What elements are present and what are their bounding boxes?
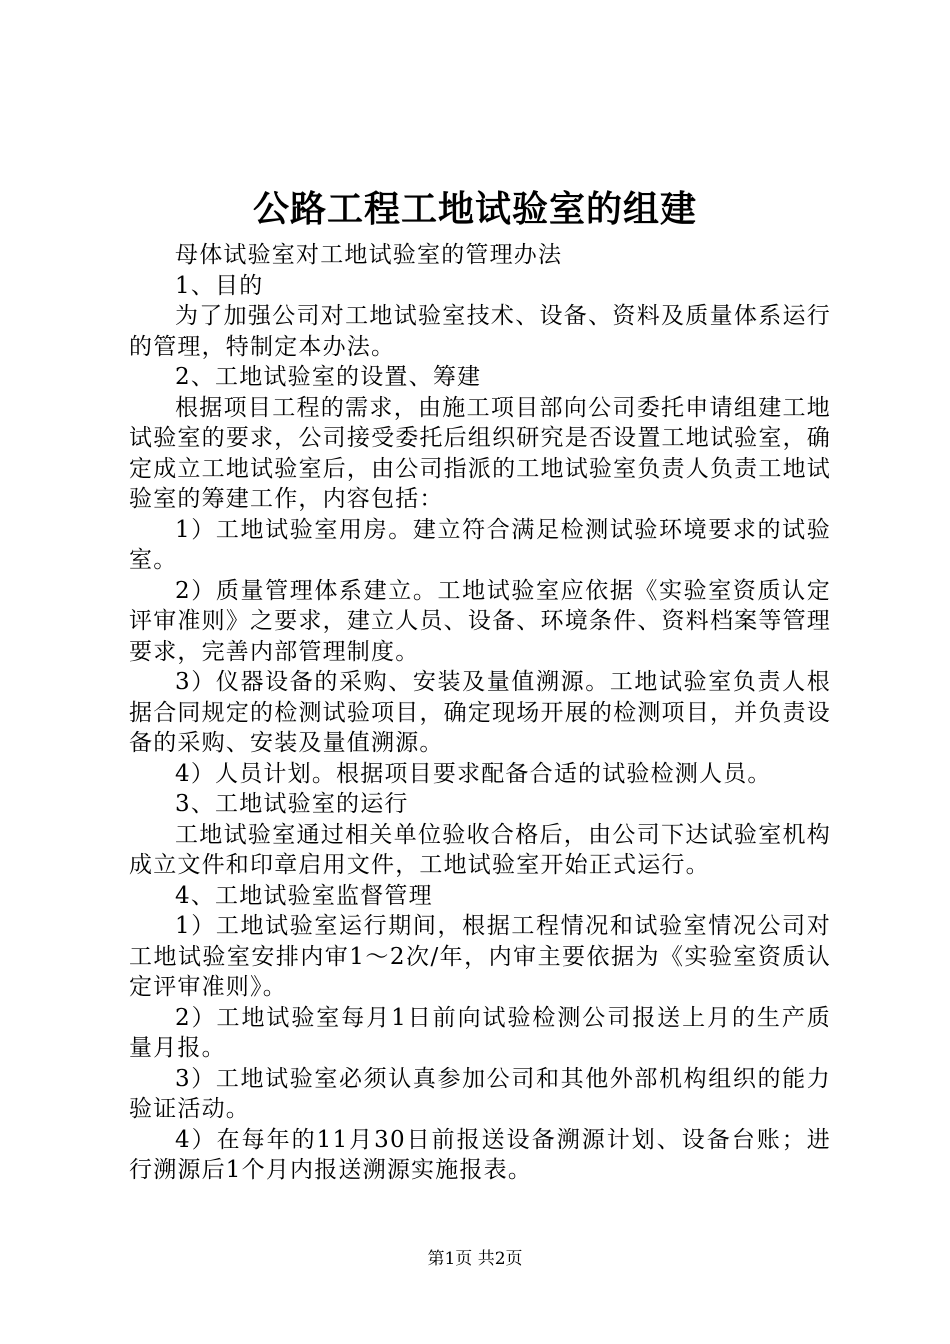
section-heading: 2、工地试验室的设置、筹建 xyxy=(175,364,482,390)
document-title: 公路工程工地试验室的组建 xyxy=(252,188,697,230)
paragraph: 为了加强公司对工地试验室技术、设备、资料及质量体系运行的管理，特制定本办法。 xyxy=(129,303,831,360)
list-item: 1）工地试验室用房。建立符合满足检测试验环境要求的试验室。 xyxy=(129,516,831,573)
paragraph: 根据项目工程的需求，由施工项目部向公司委托申请组建工地试验室的要求，公司接受委托后组织研究是否设置工地试验室，确定成立工地试验室后，由公司指派的工地试验室负责人负责工地试验室的筹建工作，内容包括： xyxy=(129,394,831,512)
section-heading: 1、目的 xyxy=(175,272,264,299)
list-item: 3）工地试验室必须认真参加公司和其他外部机构组织的能力验证活动。 xyxy=(129,1065,831,1122)
list-item: 2）质量管理体系建立。工地试验室应依据《实验室资质认定评审准则》之要求，建立人员、设备、环境条件、资料档案等管理要求，完善内部管理制度。 xyxy=(129,577,831,665)
document-body xyxy=(129,240,831,1186)
list-item: 1）工地试验室运行期间，根据工程情况和试验室情况公司对工地试验室安排内审1～2次/年，内审主要依据为《实验室资质认定评审准则》。 xyxy=(129,913,831,1000)
section-heading: 3、工地试验室的运行 xyxy=(175,791,409,817)
page-footer: 第1页 共2页 xyxy=(427,1249,523,1269)
paragraph: 工地试验室通过相关单位验收合格后，由公司下达试验室机构成立文件和印章启用文件，工地试验室开始正式运行。 xyxy=(129,821,831,878)
list-item: 3）仪器设备的采购、安装及量值溯源。工地试验室负责人根据合同规定的检测试验项目，确定现场开展的检测项目，并负责设备的采购、安装及量值溯源。 xyxy=(129,669,831,756)
paragraph: 母体试验室对工地试验室的管理办法 xyxy=(175,242,563,268)
list-item: 4）在每年的11月30日前报送设备溯源计划、设备台账；进行溯源后1个月内报送溯源实施报表。 xyxy=(129,1126,831,1183)
list-item: 2）工地试验室每月1日前向试验检测公司报送上月的生产质量月报。 xyxy=(129,1004,831,1061)
list-item: 4）人员计划。根据项目要求配备合适的试验检测人员。 xyxy=(175,760,772,787)
section-heading: 4、工地试验室监督管理 xyxy=(175,882,433,909)
